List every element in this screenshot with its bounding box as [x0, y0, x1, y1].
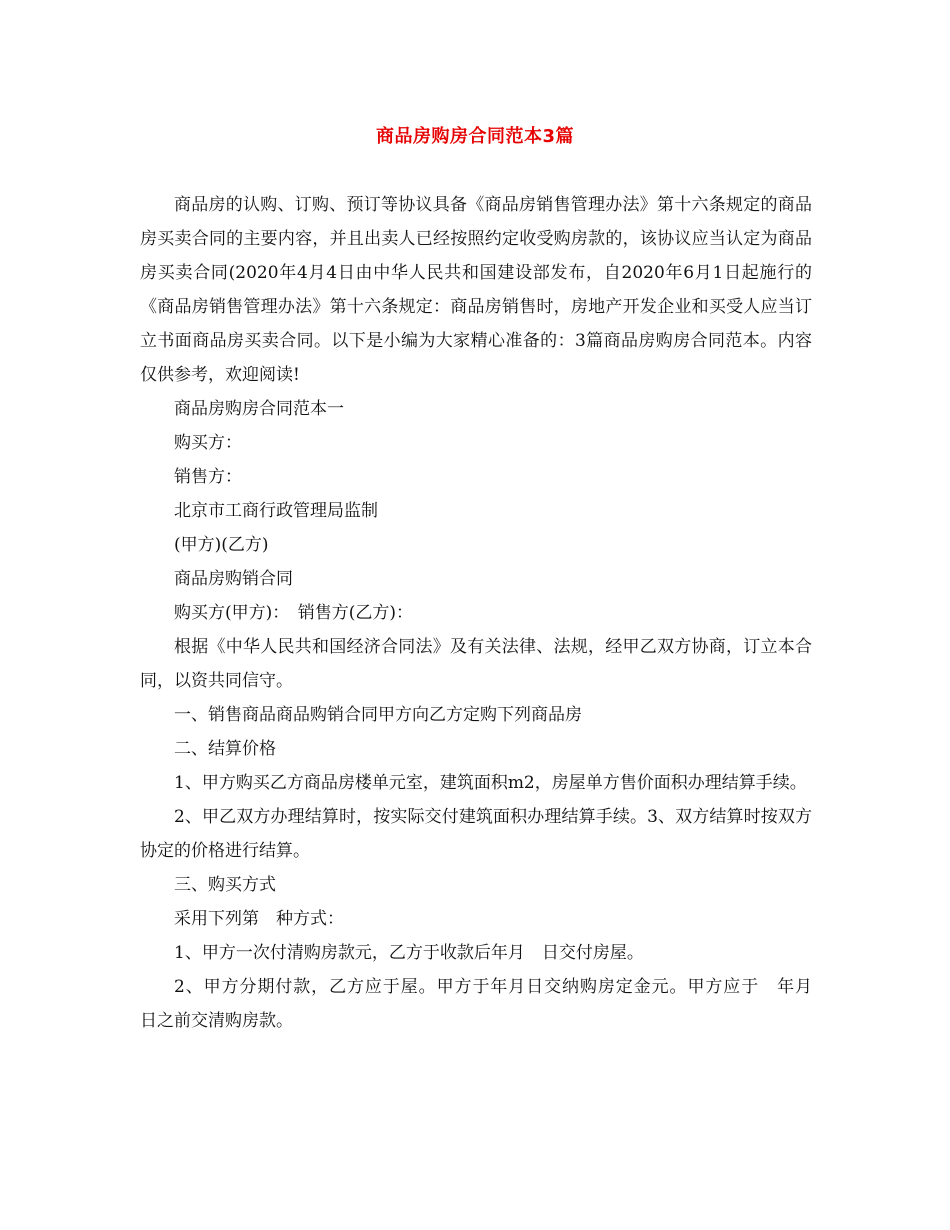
contract-name-line: 商品房购销合同	[174, 569, 293, 589]
document-title: 商品房购房合同范本3篇	[375, 126, 575, 147]
clause-three-heading: 三、购买方式	[174, 875, 276, 895]
buyer-seller-line: 购买方(甲方)： 销售方(乙方)：	[174, 603, 414, 623]
payment-method-line: 采用下列第 种方式：	[174, 909, 344, 929]
payment-option-two: 2、甲方分期付款，乙方应于屋。甲方于年月日交纳购房定金元。甲方应于 年月 日之前交清购房款。	[140, 977, 829, 1031]
basis-paragraph: 根据《中华人民共和国经济合同法》及有关法律、法规，经甲乙双方协商，订立本合同，以资共同信守。	[140, 637, 812, 691]
payment-option-one: 1、甲方一次付清购房款元，乙方于收款后年月 日交付房屋。	[174, 943, 644, 963]
clause-two-item-two: 2、甲乙双方办理结算时，按实际交付建筑面积办理结算手续。3、双方结算时按双方协定的价格进行结算。	[140, 807, 812, 861]
parties-line: (甲方)(乙方)	[174, 535, 269, 555]
seller-line: 销售方：	[174, 467, 242, 487]
section-heading-template-one: 商品房购房合同范本一	[174, 399, 344, 419]
buyer-line: 购买方：	[174, 433, 242, 453]
supervisor-line: 北京市工商行政管理局监制	[174, 501, 378, 521]
intro-paragraph: 商品房的认购、订购、预订等协议具备《商品房销售管理办法》第十六条规定的商品房买卖合同的主要内容，并且出卖人已经按照约定收受购房款的，该协议应当认定为商品房买卖合同(2020年4月4日由中华人民共和国建设部发布，自2020年6月1日起施行的《商品房销售管理办法》第十六条规定：商品房销售时，房地产开发企业和买受人应当订立书面商品房买卖合同。以下是小编为大家精心准备的：3篇商品房购房合同范本。内容仅供参考，欢迎阅读!	[140, 195, 812, 385]
clause-two-heading: 二、结算价格	[174, 739, 276, 759]
document-body	[140, 188, 829, 1038]
clause-one: 一、销售商品商品购销合同甲方向乙方定购下列商品房	[174, 705, 582, 725]
clause-two-item-one: 1、甲方购买乙方商品房楼单元室，建筑面积m2，房屋单方售价面积办理结算手续。	[174, 773, 807, 793]
